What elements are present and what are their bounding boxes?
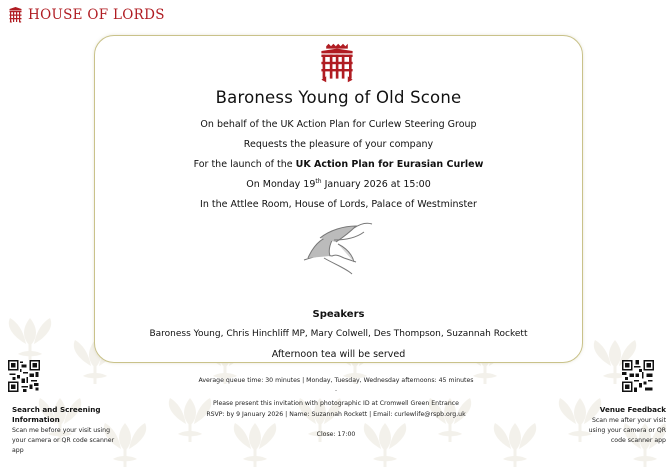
queue-time-text: Average queue time: 30 minutes | Monday, Tuesday, Wednesday afternoons: 45 minutes bbox=[198, 377, 474, 384]
date-rest: January 2026 at 15:00 bbox=[321, 179, 431, 190]
portcullis-icon bbox=[319, 43, 355, 83]
host-title: Baroness Young of Old Scone bbox=[215, 88, 462, 107]
launch-line bbox=[95, 159, 582, 170]
date-prefix: On Monday 19 bbox=[246, 179, 316, 190]
curlew-birds-icon bbox=[294, 218, 374, 280]
house-of-lords-header bbox=[8, 5, 165, 25]
qr-code-icon[interactable] bbox=[8, 360, 40, 392]
behalf-line: On behalf of the UK Action Plan for Curlew Steering Group bbox=[200, 119, 477, 130]
rsvp-text: RSVP: by 9 January 2026 | Name: Suzannah Rockett | Email: curlewlife@rspb.org.uk bbox=[206, 411, 466, 418]
launch-plan-name: UK Action Plan for Eurasian Curlew bbox=[295, 159, 484, 170]
portcullis-icon bbox=[8, 7, 23, 23]
qr-code-icon[interactable] bbox=[622, 360, 654, 392]
present-invitation-text: Please present this invitation with photographic ID at Cromwell Green Entrance bbox=[213, 400, 459, 407]
venue-feedback-heading: Venue Feedback bbox=[599, 405, 666, 414]
speakers-heading: Speakers bbox=[312, 309, 365, 320]
organisation-name: HOUSE OF LORDS bbox=[28, 7, 165, 23]
afternoon-tea-line: Afternoon tea will be served bbox=[271, 349, 406, 360]
search-screening-heading: Search and Screening Information bbox=[12, 405, 101, 424]
separator-dot: - bbox=[335, 388, 337, 394]
launch-prefix: For the launch of the bbox=[193, 159, 296, 170]
date-line bbox=[95, 179, 582, 190]
invitation-card bbox=[94, 35, 583, 363]
venue-line: In the Attlee Room, House of Lords, Palace of Westminster bbox=[200, 199, 477, 210]
close-time-text: Close: 17:00 bbox=[316, 431, 356, 438]
search-screening-subtext: Scan me before your visit using your camera or QR code scanner app bbox=[12, 427, 115, 454]
speakers-list: Baroness Young, Chris Hinchliff MP, Mary Colwell, Des Thompson, Suzannah Rockett bbox=[149, 329, 528, 339]
venue-feedback-subtext: Scan me after your visit using your camera or QR code scanner app bbox=[588, 417, 666, 444]
date-suffix: th bbox=[315, 177, 322, 185]
requests-line: Requests the pleasure of your company bbox=[243, 139, 434, 150]
